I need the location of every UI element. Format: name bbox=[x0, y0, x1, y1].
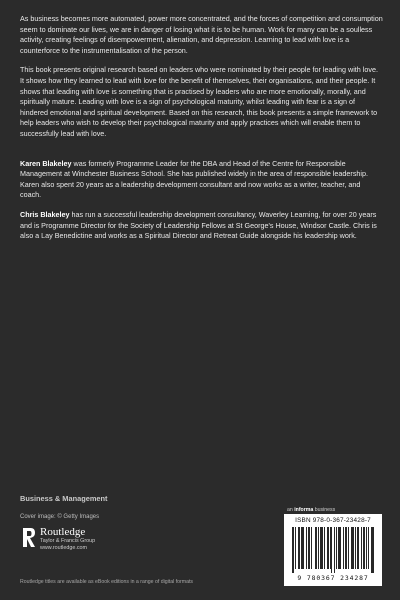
description-paragraph-2: This book presents original research based on leaders who were nominated by their people for leading with love. It shows how they learned to lead with love for the benefit of themselves, their organisations, and their people. It shows that leading with love is something that is practised by leaders who are more emotionally, morally, and spiritually mature. Leading with love is a sign of psychological maturity, whilst leading with fear is a sign of hindered emotional and spiritual development. Based on this research, this book presents a simple framework to help leaders who wish to develop their psychological maturity and apply practices which will enable them to successfully lead with love. bbox=[20, 65, 378, 138]
back-cover-text bbox=[20, 14, 383, 251]
barcode-digits: 9 780367 234287 bbox=[297, 574, 369, 582]
informa-business-tag bbox=[287, 507, 335, 513]
informa-brand: informa bbox=[294, 507, 314, 513]
routledge-logo-icon bbox=[20, 526, 36, 548]
cover-image-credit: Cover image: © Getty Images bbox=[20, 514, 100, 520]
informa-suffix: business bbox=[313, 507, 336, 513]
publisher-name: Routledge bbox=[40, 526, 86, 538]
isbn-label: ISBN 978-0-367-23428-7 bbox=[295, 517, 371, 524]
author-name: Karen Blakeley bbox=[20, 158, 72, 168]
publisher-url: www.routledge.com bbox=[40, 545, 88, 551]
ebook-availability-note: Routledge titles are available as eBook editions in a range of digital formats bbox=[20, 579, 194, 585]
author-bio-karen bbox=[20, 159, 383, 201]
publisher-block bbox=[20, 526, 95, 552]
author-bio-text: was formerly Programme Leader for the DBA and Head of the Centre for Responsible Management at Winchester Business School. She has published widely in the area of responsible leadership. Karen also spent 20 years as a leadership development consultant and now works as a writer, teacher, and coach. bbox=[20, 158, 368, 200]
author-bio-chris bbox=[20, 210, 383, 242]
description-paragraph-1: As business becomes more automated, power more concentrated, and the forces of competition and consumption seem to dominate our lives, we are in danger of losing what it is to be human. Work for many can be a soulless activity, creating feelings of disempowerment, alienation, and depression. Learning to lead with love is a counterforce to the instrumentalisation of the person. bbox=[20, 14, 383, 55]
author-bio-text: has run a successful leadership development consultancy, Waverley Learning, for over 20 years and is Programme Director for the Society of Leadership Fellows at St George's House, Windsor Castle. Chris is also a Lay Benedictine and works as a Spiritual Director and Retreat Guide alongside his leadership work. bbox=[20, 209, 377, 241]
subject-category: Business & Management bbox=[20, 494, 108, 503]
publisher-group: Taylor & Francis Group bbox=[40, 538, 96, 544]
barcode-panel bbox=[284, 514, 382, 586]
informa-prefix: an bbox=[287, 507, 295, 513]
barcode-icon bbox=[292, 527, 374, 573]
author-name: Chris Blakeley bbox=[20, 209, 70, 219]
